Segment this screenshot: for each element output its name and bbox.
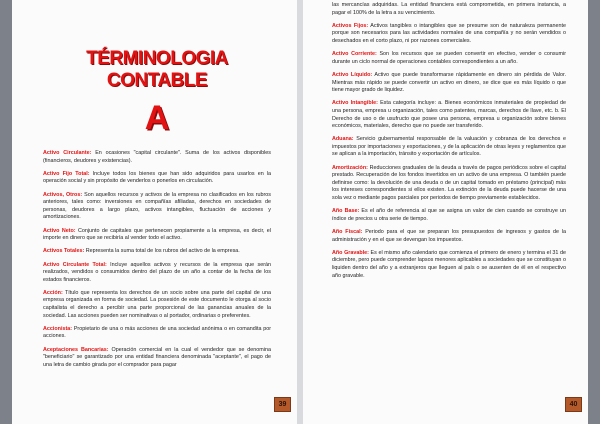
glossary-term: Año Fiscal: — [332, 229, 363, 235]
glossary-definition: Representa la suma total de los rubros del activo de la empresa. — [84, 248, 240, 255]
glossary-term: Accionista: — [43, 325, 73, 332]
glossary-definition: Título que representa los derechos de un socio sobre una parte del capital de una empresa organizada en forma de sociedad. La posesión de este documento le otorga al socio capitalista el derecho a percibir una parte proporcional de las ganancias anuales de la sociedad. Las acciones pueden ser nominativas o al portador, ordinarias o preferentes. — [43, 289, 271, 319]
glossary-definition: Son los recursos que se pueden convertir en efectivo, vender o consumir durante un ciclo normal de operaciones contables correspondientes a un año. — [332, 51, 567, 65]
page-number-left: 39 — [274, 397, 291, 412]
glossary-entry — [43, 150, 271, 165]
glossary-definition: Esta categoría incluye: a. Bienes económicos inmateriales de propiedad de una persona, empresa u organización, tales como patentes, marcas, derechos de llave, etc. b. El Derecho de uso o de usufructo que posee una persona, empresa u organización sobre bienes económicos, materiales, derecho que no puede ser transferido. — [332, 100, 566, 130]
glossary-entry — [332, 229, 566, 244]
glossary-definition: Reducciones graduales de la deuda a través de pagos periódicos sobre el capital prestado. Recuperación de los fondos invertidos en un activo de una empresa. O también puede definirse como: la devolución de una deuda o de un capital tomado en préstamo (principal) más los intereses correspondientes si ellos existen. La extinción de la deuda puede hacerse de una sola vez o mediante pagos parciales por periodos de tiempo previamente establecidos. — [332, 164, 566, 202]
glossary-entry — [332, 208, 566, 223]
glossary-entry — [332, 250, 566, 280]
glossary-definition: Periodo para el que se preparan los presupuestos de ingresos y gastos de la administración y en el que se devengan los impuestos. — [332, 229, 566, 243]
glossary-entry — [332, 165, 566, 203]
glossary-entry — [43, 171, 271, 186]
glossary-entry — [43, 248, 271, 256]
glossary-definition: Conjunto de capitales que pertenecen propiamente a la empresa, es decir, el importe en dinero que se recibiría al vender todo el activo. — [43, 227, 272, 242]
glossary-entry — [43, 228, 271, 243]
section-letter: A — [144, 99, 170, 137]
glossary-term: Aceptaciones Bancarias: — [43, 346, 109, 353]
glossary-definition: Operación comercial en la cual el vendedor que se denomina "beneficiario" se garantizado por una entidad financiera denominada "aceptante", el pago de una letra de cambio girada por el comprador para pagar — [43, 346, 271, 368]
glossary-term: Amortización: — [332, 164, 368, 171]
glossary-entry — [43, 290, 271, 320]
glossary-definition: En ocasiones "capital circulante". Suma de los activos disponibles (financieros, deudores y existencias). — [43, 150, 271, 164]
glossary-term: Activo Circulante Total: — [43, 261, 107, 268]
glossary-definition: Propietario de una o más acciones de una sociedad anónima o en comandita por acciones. — [43, 325, 271, 340]
glossary-definition: Incluye aquellos activos y recursos de la empresa que serán realizados, vendidos o consumidos dentro del plazo de un año a contar de la fecha de los estados financieros. — [43, 261, 271, 283]
glossary-definition: Es el año de referencia al que se asigna un valor de cien cuando se construye un índice de precios u otra serie de tiempo. — [332, 208, 566, 222]
glossary-entry — [43, 262, 271, 285]
glossary-entry — [332, 136, 566, 159]
glossary-definition: Servicio gubernamental responsable de la valuación y cobranza de los derechos e impuestos por importaciones y exportaciones, y de la aplicación de otras leyes y reglamentos que se aplican a la importación, tránsito y exportación de artículos. — [332, 136, 566, 158]
continuation-text: las mercancías adquiridas. La entidad financiera está comprometida, en primera instancia, a pagar el 100% de la letra a su vencimiento. — [332, 2, 566, 16]
glossary-term: Activo Circulante: — [43, 150, 92, 156]
glossary-entry — [332, 23, 566, 46]
left-entries — [43, 150, 271, 369]
glossary-definition: Es el mismo año calendario que comienza el primero de enero y termina el 31 de diciembre, pero puede comprender lapsos menores aplicables a sociedades que se constituyan o liquiden dentro del año y a extranjeros que lleguen al país o se ausenten de él en el respectivo año gravable. — [332, 249, 566, 279]
glossary-definition: Son aquellos recursos y activos de la empresa no clasificados en los rubros anteriores, tales como: inversiones en compañías afiliadas, derechos en sociedades de personas, deudores a largo plazo, activos intangibles, fluctuación de acciones y amortizaciones. — [43, 191, 272, 221]
glossary-entry — [43, 347, 271, 370]
glossary-entry — [332, 100, 566, 130]
glossary-term: Activos Fijos: — [332, 22, 369, 29]
glossary-term: Aduana: — [332, 136, 354, 143]
glossary-entry — [43, 326, 271, 341]
glossary-term: Activo Neto: — [43, 227, 76, 234]
glossary-entry — [332, 72, 566, 95]
glossary-term: Activo Líquido: — [332, 71, 373, 78]
glossary-term: Año Gravable: — [332, 249, 369, 256]
page-title: TÉRMINOLOGIA CONTABLE — [86, 48, 228, 91]
glossary-term: Activo Intangible: — [332, 100, 378, 107]
left-page — [12, 0, 297, 424]
right-page — [303, 0, 588, 424]
glossary-term: Activos Totales: — [43, 248, 85, 255]
glossary-term: Activos, Otros: — [43, 191, 83, 198]
glossary-definition: Activos tangibles o intangibles que se presume son de naturaleza permanente porque son necesarios para las actividades normales de una compañía y no serán vendidos o desechados en el corto plazo, ni por razones comerciales. — [332, 22, 566, 44]
glossary-term: Acción: — [43, 289, 63, 296]
glossary-term: Activo Corriente: — [332, 51, 377, 58]
glossary-definition: Activo que puede transformarse rápidamente en dinero sin pérdida de Valor. Mientras más rápido se puede convertir un activo en dinero, se dice que es más líquido o que tiene mayor grado de liquidez. — [332, 71, 566, 94]
right-entries — [332, 23, 566, 280]
glossary-definition: Incluye todos los bienes que han sido adquiridos para usarlos en la operación social y sin propósito de venderlos o ponerlos en circulación. — [43, 170, 271, 185]
glossary-entry — [43, 192, 271, 222]
glossary-entry — [332, 51, 566, 66]
page-number-right: 40 — [565, 397, 582, 412]
glossary-term: Activo Fijo Total: — [43, 170, 90, 177]
glossary-term: Año Base: — [332, 208, 360, 215]
